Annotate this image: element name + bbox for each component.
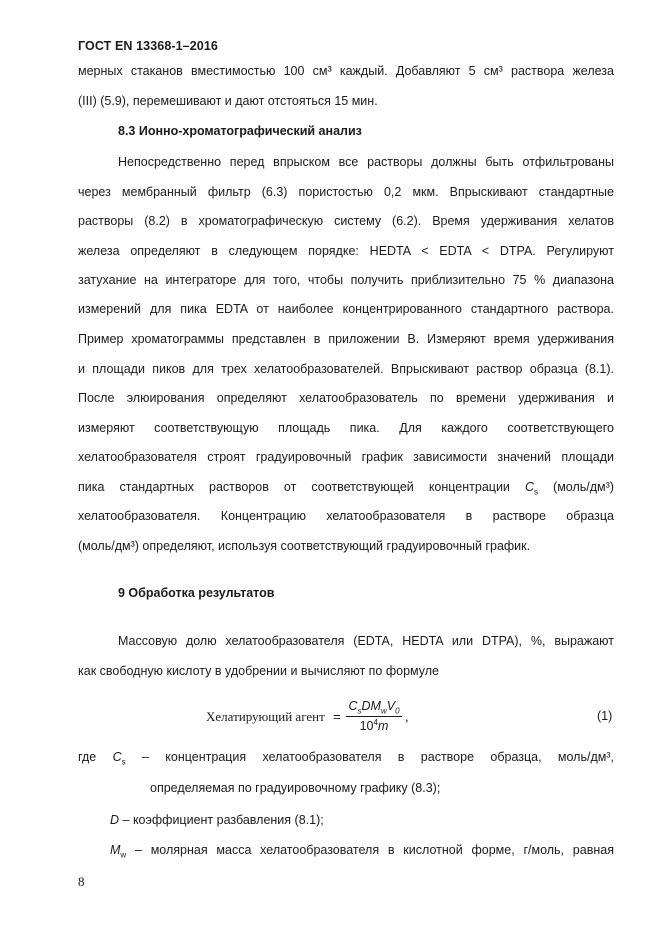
num-v: V: [386, 699, 396, 713]
den-ten: 10: [359, 719, 374, 733]
formula-numerator: [344, 697, 404, 715]
paragraph-line: мерных стаканов вместимостью 100 см³ каждый. Добавляют 5 см³ раствора железа: [78, 64, 614, 78]
def-m-sub: w: [120, 850, 127, 860]
paragraph-line: измеряют соответствующую площадь пика. Для каждого соответствующего: [78, 421, 614, 435]
formula-label: Хелатирующий агент: [206, 709, 325, 724]
section-heading-8-3: 8.3 Ионно-хроматографический анализ: [118, 124, 362, 138]
def-m-text: – молярная масса хелатообразователя в кислотной форме, г/моль, равная: [134, 843, 614, 857]
line-text: пика стандартных растворов от соответствующей концентрации: [78, 480, 510, 494]
formula-equals: =: [333, 709, 341, 724]
paragraph-line: как свободную кислоту в удобрении и вычисляют по формуле: [78, 664, 439, 678]
symbol-c: C: [524, 480, 534, 494]
formula-fraction: [344, 697, 404, 735]
paragraph-line: хелатообразователя строят градуировочный график зависимости значений площади: [78, 450, 614, 464]
paragraph-line: После элюирования определяют хелатообразователь по времени удерживания и: [78, 391, 614, 405]
paragraph-line: (моль/дм³) определяют, используя соответствующий градуировочный график.: [78, 539, 531, 553]
def-c-text: – концентрация хелатообразователя в растворе образца, моль/дм³,: [142, 750, 614, 764]
paragraph-line: железа определяют в следующем порядке: HEDTA < EDTA < DTPA. Регулируют: [78, 244, 614, 258]
den-exponent: 4: [373, 717, 378, 727]
def-d-text: – коэффициент разбавления (8.1);: [122, 813, 324, 827]
def-c-symbol: C: [112, 750, 122, 764]
definition-c-continued: определяемая по градуировочному графику (8.3);: [150, 781, 441, 795]
formula-number: (1): [597, 709, 613, 723]
paragraph-line: через мембранный фильтр (6.3) пористостью 0,2 мкм. Впрыскивают стандартные: [78, 185, 614, 199]
definition-c: [78, 749, 614, 765]
num-m-sub: w: [380, 706, 387, 716]
where-word: где: [78, 750, 97, 764]
def-d-symbol: D: [110, 813, 120, 827]
formula-denominator: [344, 717, 404, 735]
paragraph-line: хелатообразователя. Концентрацию хелатообразователя в растворе образца: [78, 509, 614, 523]
line-text: (моль/дм³): [553, 480, 614, 494]
paragraph-line: Массовую долю хелатообразователя (EDTA, HEDTA или DTPA), %, выражают: [118, 634, 614, 648]
den-m: m: [377, 719, 389, 733]
paragraph-line: Пример хроматограммы представлен в приложении В. Измеряют время удерживания: [78, 332, 614, 346]
symbol-subscript: s: [534, 487, 538, 497]
paragraph-line: измерений для пика EDTA от наиболее концентрированного стандартного раствора.: [78, 302, 614, 316]
def-c-sub: s: [121, 757, 126, 767]
section-heading-9: 9 Обработка результатов: [118, 586, 275, 600]
num-dm: DM: [361, 699, 381, 713]
page-number: 8: [78, 874, 85, 889]
document-header: ГОСТ EN 13368-1–2016: [78, 39, 218, 53]
definition-m: [110, 842, 614, 858]
num-c-sub: s: [357, 706, 362, 716]
paragraph-line: затухание на интеграторе для того, чтобы получить приблизительно 75 % диапазона: [78, 273, 614, 287]
paragraph-line: (III) (5.9), перемешивают и дают отстояться 15 мин.: [78, 94, 378, 108]
formula-comma: ,: [405, 709, 409, 724]
def-m-symbol: M: [110, 843, 121, 857]
paragraph-line: Непосредственно перед впрыском все растворы должны быть отфильтрованы: [118, 155, 614, 169]
num-c: C: [348, 699, 358, 713]
num-v-sub: 0: [395, 706, 400, 716]
paragraph-line: и площади пиков для трех хелатообразователей. Впрыскивают раствор образца (8.1).: [78, 362, 614, 376]
definition-d: [110, 812, 324, 828]
paragraph-line: растворы (8.2) в хроматографическую систему (6.2). Время удерживания хелатов: [78, 214, 614, 228]
paragraph-line-concentration: [78, 479, 614, 495]
